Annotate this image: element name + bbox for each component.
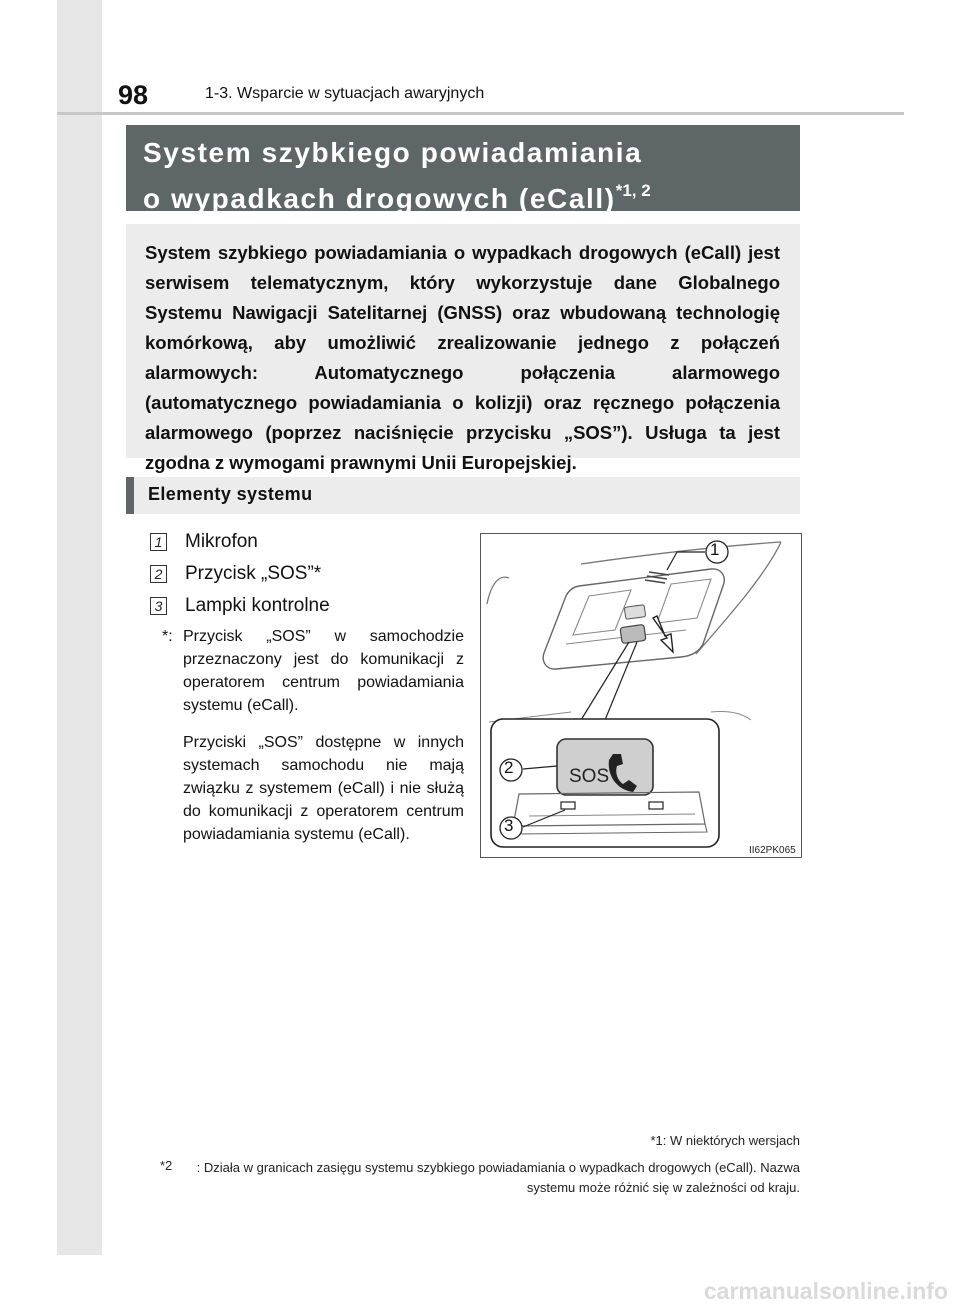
footnote-1-mark: *1 <box>650 1133 663 1148</box>
figure-drawing <box>481 534 801 857</box>
component-label: Lampki kontrolne <box>185 595 330 616</box>
footnote-1-text: : W niektórych wersjach <box>662 1133 800 1148</box>
list-item <box>150 590 470 622</box>
title-line-2-text: o wypadkach drogowych (eCall) <box>143 183 616 214</box>
note-mark: *: <box>162 628 173 645</box>
title-footnote-ref <box>616 181 651 200</box>
footnote-2-mark: *2 <box>160 1158 173 1173</box>
note-extra: Przyciski „SOS” dostępne w innych systemach samochodu nie mają związku z systemem (eCall) i nie służą do komunikacji z operatorem centrum powiadamiania systemu (eCall). <box>183 734 464 843</box>
callout-1: 1 <box>710 540 720 559</box>
title-footnote-numbers: 1, 2 <box>622 181 651 200</box>
sos-button-label: SOS <box>569 766 610 787</box>
note-text: Przycisk „SOS” w samochodzie przeznaczony jest do komunikacji z operatorem centrum powiadamiania systemu (eCall). <box>183 628 464 714</box>
page-title <box>126 125 800 214</box>
footnote-2 <box>160 1158 800 1198</box>
number-badge: 1 <box>150 533 167 551</box>
section-title: 1-3. Wsparcie w sytuacjach awaryjnych <box>205 85 485 102</box>
figure-overhead-console <box>480 533 802 858</box>
note-row <box>162 625 464 717</box>
intro-paragraph: System szybkiego powiadamiania o wypadkach drogowych (eCall) jest serwisem telematycznym, który wykorzystuje dane Globalnego Systemu Nawigacji Satelitarnej (GNSS) oraz wbudowaną technologię komórkową, aby umożliwić zrealizowanie jednego z połączeń alarmowych: Automatycznego połączenia alarmowego (automatycznego powiadamiania o kolizji) oraz ręcznego połączenia alarmowego (poprzez naciśnięcie przycisku „SOS”). Usługa ta jest zgodna z wymogami prawnymi Unii Europejskiej. <box>126 224 800 458</box>
sos-note <box>162 625 464 846</box>
figure-code: II62PK065 <box>749 845 796 856</box>
component-label: Przycisk „SOS”* <box>185 563 322 584</box>
watermark: carmanualsonline.info <box>703 1278 948 1304</box>
list-item <box>150 558 470 590</box>
callout-3: 3 <box>504 816 514 835</box>
component-list <box>150 526 470 622</box>
section-subheading: Elementy systemu <box>126 477 800 514</box>
title-line-2 <box>143 172 800 218</box>
header-rule <box>57 112 904 115</box>
footnote-1 <box>160 1133 800 1148</box>
list-item <box>150 526 470 558</box>
number-badge: 2 <box>150 565 167 583</box>
callout-2: 2 <box>504 758 514 777</box>
component-label: Mikrofon <box>185 531 258 552</box>
footnote-2-text: : Działa w granicach zasięgu systemu szybkiego powiadamiania o wypadkach drogowych (eCall). Nazwa systemu może różnić się w zależności od kraju. <box>196 1160 800 1195</box>
footnotes <box>160 1133 800 1198</box>
page-number: 98 <box>118 80 149 110</box>
title-line-1: System szybkiego powiadamiania <box>143 137 643 168</box>
number-badge: 3 <box>150 597 167 615</box>
title-footnote-mark: * <box>615 181 623 200</box>
left-margin-strip <box>57 0 102 1255</box>
